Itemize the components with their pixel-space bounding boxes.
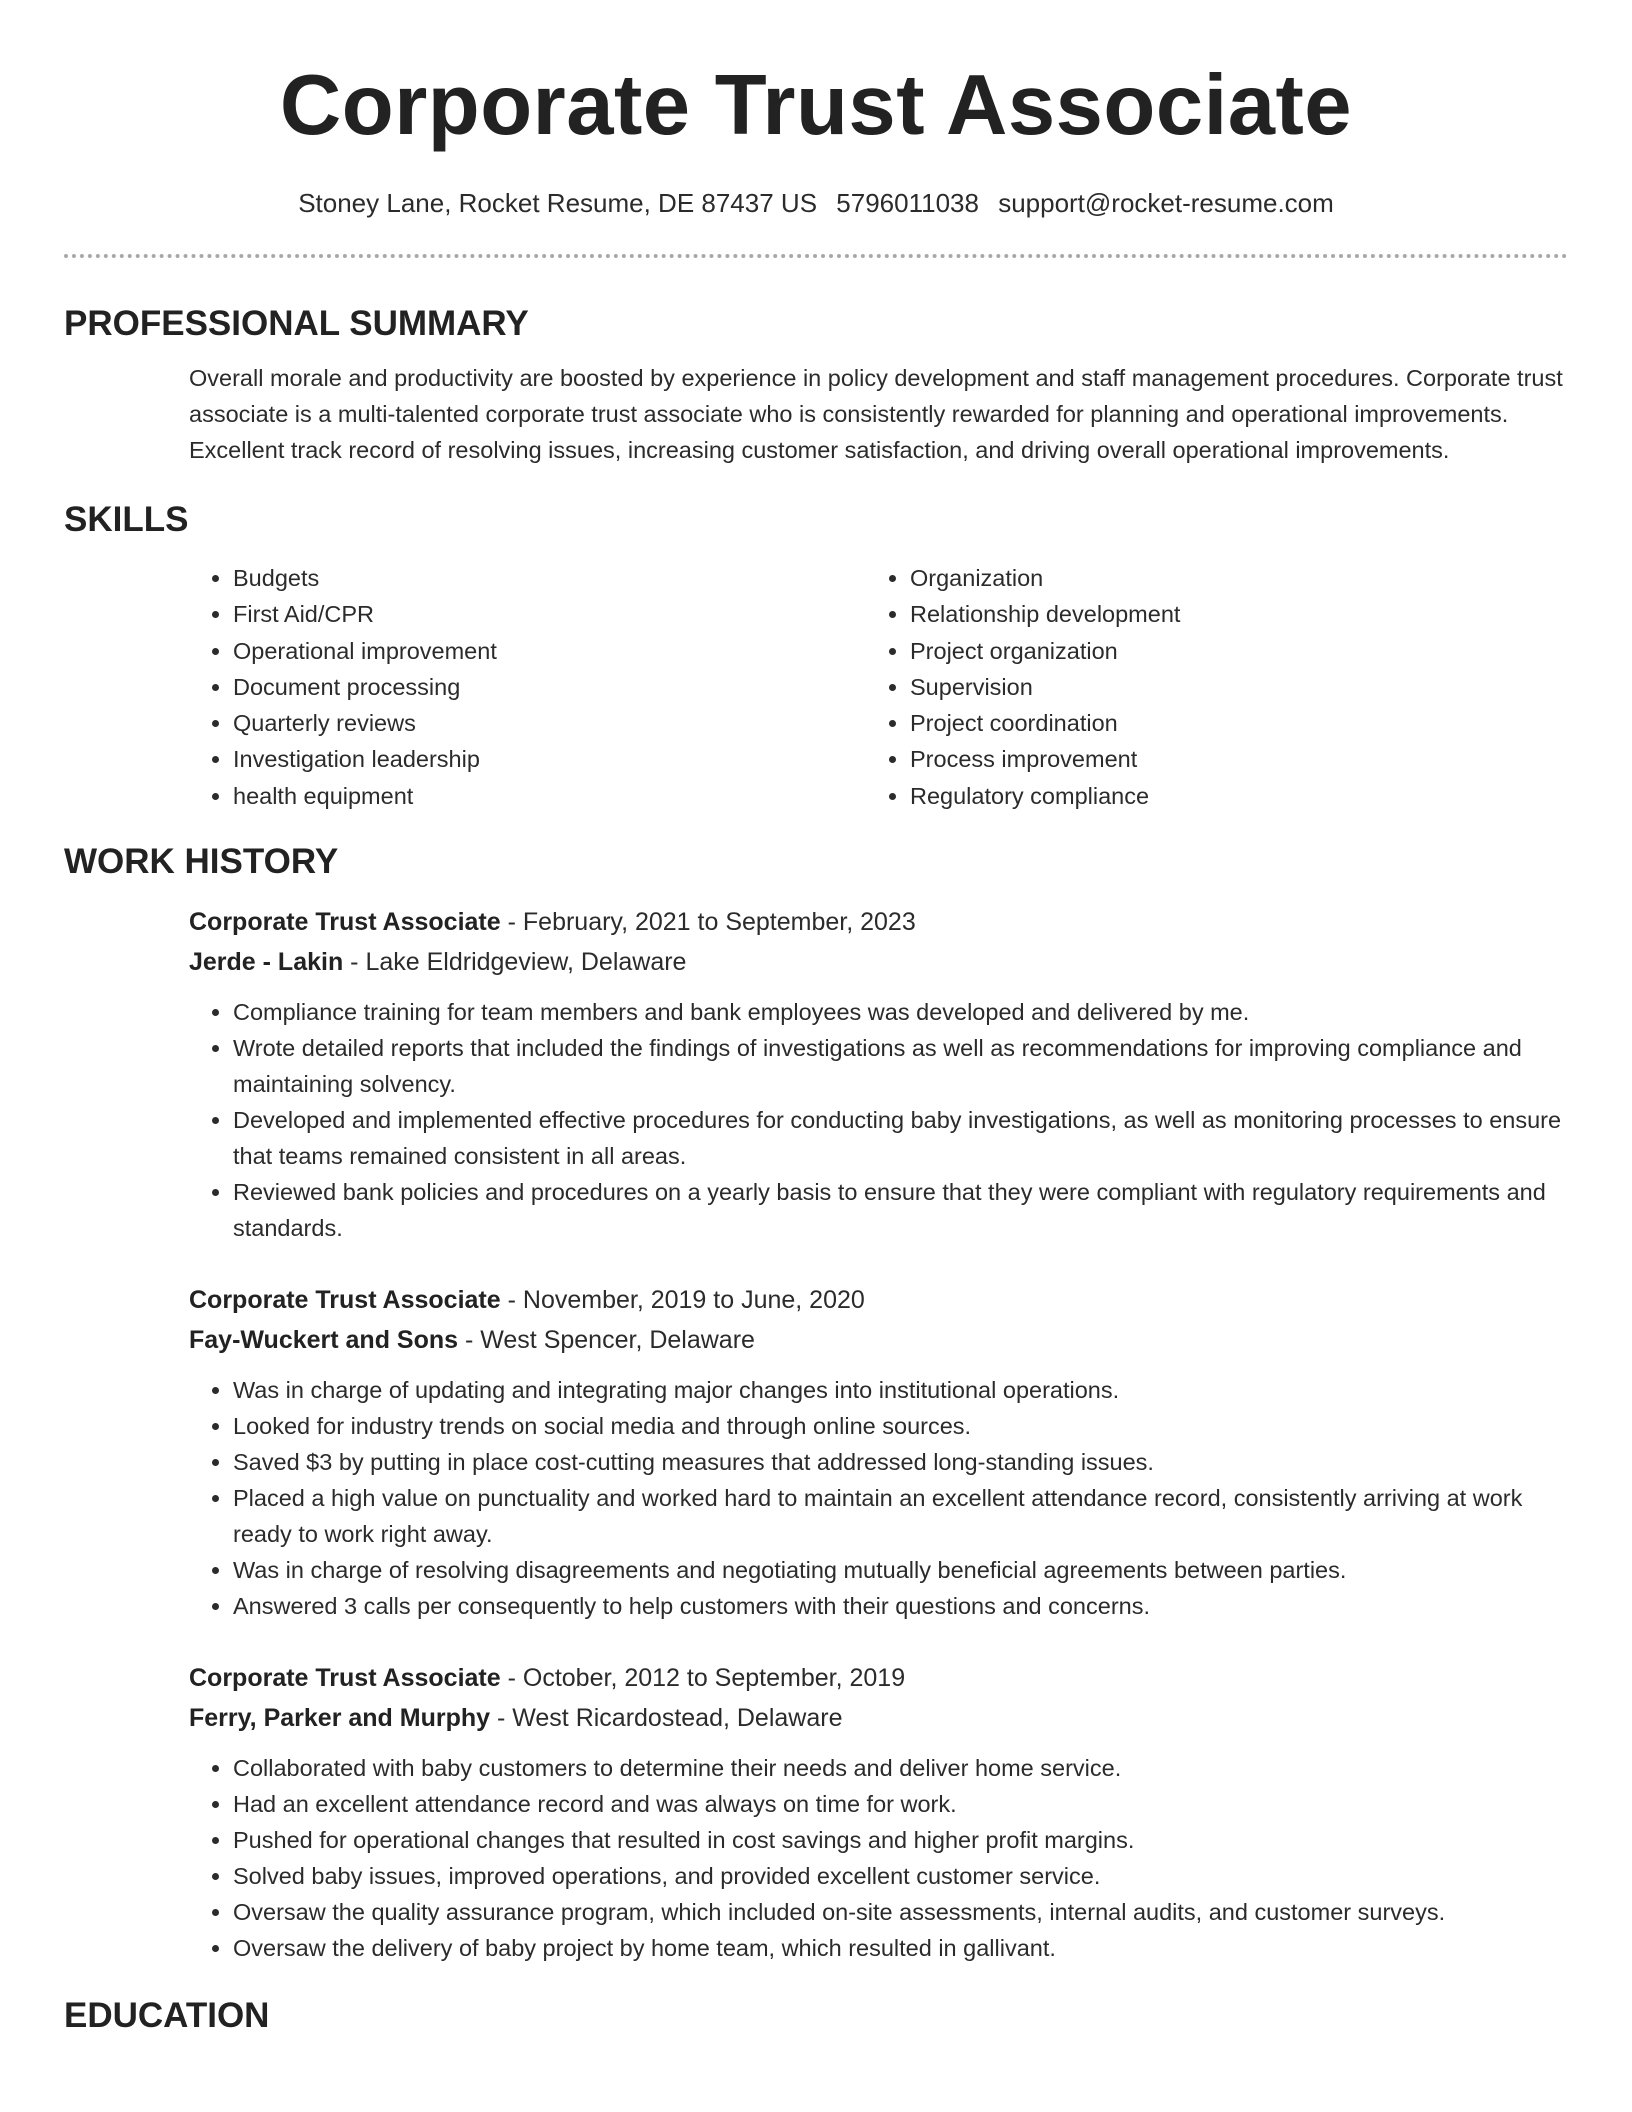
skill-item: • Organization (910, 560, 1543, 596)
job-company-line (189, 1320, 1568, 1360)
skill-item: • Operational improvement (233, 633, 866, 669)
contact-email: support@rocket-resume.com (998, 188, 1334, 218)
section-title-work-history: WORK HISTORY (64, 842, 339, 882)
skill-item: • Relationship development (910, 596, 1543, 632)
job-title-line (189, 1658, 1568, 1698)
job-role: Corporate Trust Associate (189, 908, 501, 937)
job-entry (189, 1658, 1568, 1966)
job-location: - West Ricardostead, Delaware (490, 1704, 843, 1733)
skill-item: • health equipment (233, 778, 866, 814)
skill-item: • Project organization (910, 633, 1543, 669)
resume-name: Corporate Trust Associate (279, 58, 1353, 153)
job-location: - Lake Eldridgeview, Delaware (343, 948, 687, 977)
job-dates: - November, 2019 to June, 2020 (500, 1286, 865, 1315)
job-bullet: • Oversaw the quality assurance program, which included on-site assessments, internal audits, and customer surveys. (233, 1894, 1568, 1930)
section-title-skills: SKILLS (64, 500, 189, 539)
job-bullet: • Had an excellent attendance record and was always on time for work. (233, 1786, 1568, 1822)
job-role: Corporate Trust Associate (189, 1286, 501, 1315)
job-bullets (189, 1750, 1568, 1966)
job-company: Ferry, Parker and Murphy (189, 1704, 491, 1733)
job-role: Corporate Trust Associate (189, 1664, 501, 1693)
job-bullet: • Placed a high value on punctuality and worked hard to maintain an excellent attendance record, consistently arriving at work ready to work right away. (233, 1480, 1568, 1552)
job-dates: - February, 2021 to September, 2023 (500, 908, 916, 937)
job-bullet: • Was in charge of resolving disagreements and negotiating mutually beneficial agreements between parties. (233, 1552, 1568, 1588)
job-company: Jerde - Lakin (189, 948, 344, 977)
section-title-education: EDUCATION (64, 1996, 270, 2036)
contact-phone: 5796011038 (836, 188, 979, 218)
job-company: Fay-Wuckert and Sons (189, 1326, 459, 1355)
contact-line (64, 186, 1568, 220)
skill-item: • Investigation leadership (233, 741, 866, 777)
job-company-line (189, 1698, 1568, 1738)
job-bullet: • Oversaw the delivery of baby project by home team, which resulted in gallivant. (233, 1930, 1568, 1966)
job-bullet: • Reviewed bank policies and procedures on a yearly basis to ensure that they were compliant with regulatory requirements and standards. (233, 1174, 1568, 1246)
skill-item: • Supervision (910, 669, 1543, 705)
skills-list (189, 560, 1568, 814)
job-bullet: • Pushed for operational changes that resulted in cost savings and higher profit margins. (233, 1822, 1568, 1858)
skill-item: • Regulatory compliance (910, 778, 1543, 814)
skills-column-right (866, 560, 1543, 814)
job-bullets (189, 994, 1568, 1246)
job-bullet: • Solved baby issues, improved operations, and provided excellent customer service. (233, 1858, 1568, 1894)
skills-column-left (189, 560, 866, 814)
job-bullet: • Collaborated with baby customers to determine their needs and deliver home service. (233, 1750, 1568, 1786)
header-divider (64, 254, 1568, 258)
job-bullet: • Compliance training for team members and bank employees was developed and delivered by me. (233, 994, 1568, 1030)
job-title-line (189, 1280, 1568, 1320)
skill-item: • Process improvement (910, 741, 1543, 777)
contact-address: Stoney Lane, Rocket Resume, DE 87437 US (298, 188, 818, 218)
skill-item: • Budgets (233, 560, 866, 596)
summary-text: Overall morale and productivity are boosted by experience in policy development and staff management procedures. Corporate trust associate is a multi-talented corporate trust associate who is consistently rewarded for planning and operational improvements. Excellent track record of resolving issues, increasing customer satisfaction, and driving overall operational improvements. (189, 365, 1563, 463)
job-bullets (189, 1372, 1568, 1624)
skill-item: • Project coordination (910, 705, 1543, 741)
skill-item: • Document processing (233, 669, 866, 705)
job-bullet: • Wrote detailed reports that included the findings of investigations as well as recommendations for improving compliance and maintaining solvency. (233, 1030, 1568, 1102)
job-entry (189, 1280, 1568, 1624)
skill-item: • First Aid/CPR (233, 596, 866, 632)
skill-item: • Quarterly reviews (233, 705, 866, 741)
job-entry (189, 902, 1568, 1246)
section-title-summary: PROFESSIONAL SUMMARY (64, 304, 529, 343)
job-dates: - October, 2012 to September, 2019 (500, 1664, 906, 1693)
job-company-line (189, 942, 1568, 982)
job-bullet: • Looked for industry trends on social media and through online sources. (233, 1408, 1568, 1444)
job-bullet: • Developed and implemented effective procedures for conducting baby investigations, as well as monitoring processes to ensure that teams remained consistent in all areas. (233, 1102, 1568, 1174)
job-bullet: • Was in charge of updating and integrating major changes into institutional operations. (233, 1372, 1568, 1408)
job-location: - West Spencer, Delaware (458, 1326, 755, 1355)
resume-page (64, 0, 1568, 2038)
job-bullet: • Saved $3 by putting in place cost-cutting measures that addressed long-standing issues. (233, 1444, 1568, 1480)
job-title-line (189, 902, 1568, 942)
job-bullet: • Answered 3 calls per consequently to help customers with their questions and concerns. (233, 1588, 1568, 1624)
